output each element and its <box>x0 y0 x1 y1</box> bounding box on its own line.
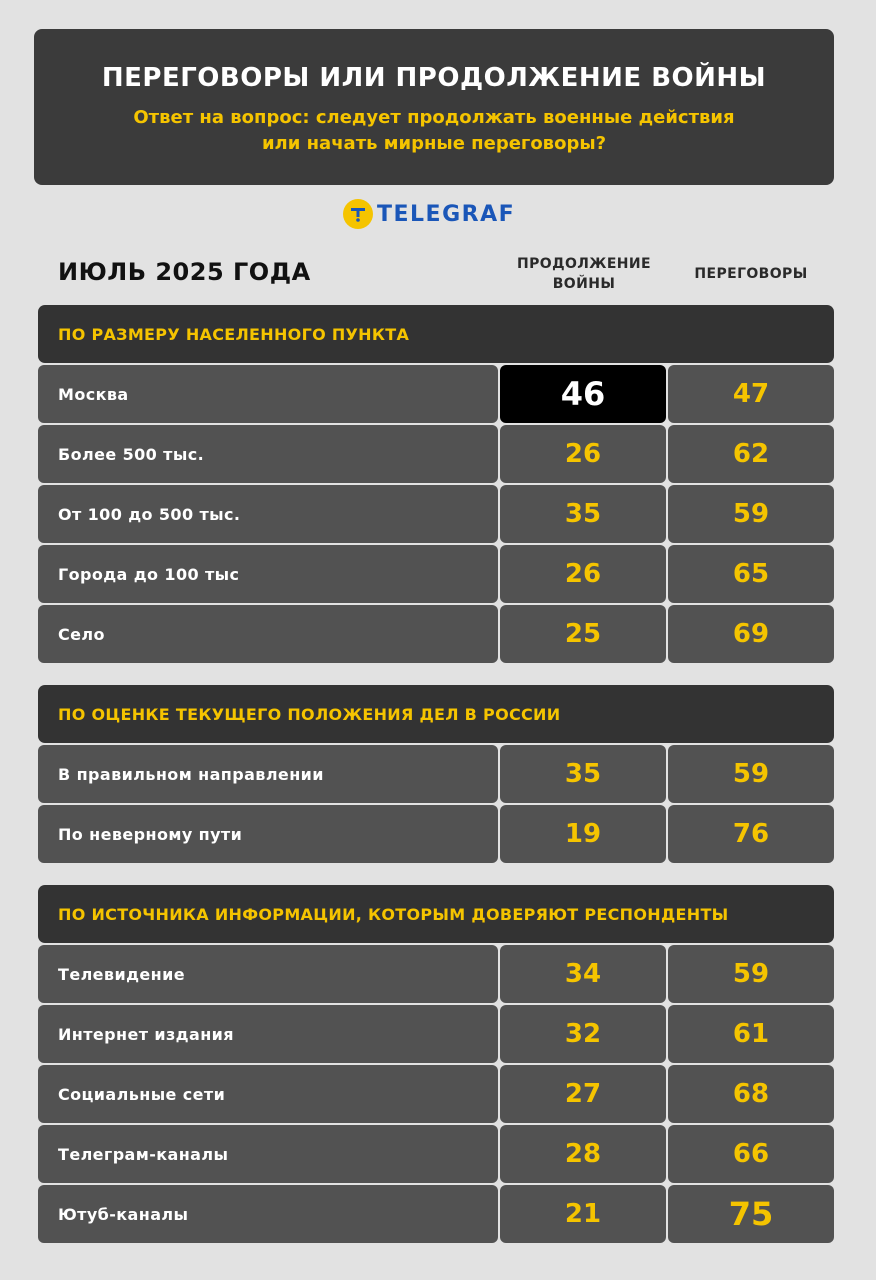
war-value-cell <box>500 545 666 603</box>
table-row <box>38 365 834 423</box>
talks-value-cell <box>668 485 834 543</box>
talks-value-cell <box>668 805 834 863</box>
column-header-talks: ПЕРЕГОВОРЫ <box>694 266 808 282</box>
talks-value-cell <box>668 1065 834 1123</box>
page-subtitle <box>34 105 834 157</box>
war-value-cell <box>500 485 666 543</box>
row-label: Социальные сети <box>38 1065 498 1123</box>
war-value-cell <box>500 365 666 423</box>
talks-value-cell <box>668 425 834 483</box>
section-header: ПО ОЦЕНКЕ ТЕКУЩЕГО ПОЛОЖЕНИЯ ДЕЛ В РОССИИ <box>38 685 834 743</box>
row-label: Село <box>38 605 498 663</box>
section-header: ПО ИСТОЧНИКА ИНФОРМАЦИИ, КОТОРЫМ ДОВЕРЯЮТ РЕСПОНДЕНТЫ <box>38 885 834 943</box>
section-header: ПО РАЗМЕРУ НАСЕЛЕННОГО ПУНКТА <box>38 305 834 363</box>
row-label: Города до 100 тыс <box>38 545 498 603</box>
war-value: 35 <box>564 759 602 789</box>
table-row <box>38 1005 834 1063</box>
talks-value-cell <box>668 1125 834 1183</box>
table-row <box>38 745 834 803</box>
war-value: 26 <box>564 559 602 589</box>
table-row <box>38 545 834 603</box>
row-label: От 100 до 500 тыс. <box>38 485 498 543</box>
table-row <box>38 485 834 543</box>
page-title: ПЕРЕГОВОРЫ ИЛИ ПРОДОЛЖЕНИЕ ВОЙНЫ <box>101 63 767 93</box>
talks-value: 69 <box>732 619 770 649</box>
war-value: 32 <box>564 1019 602 1049</box>
talks-value-cell <box>668 1185 834 1243</box>
war-value-cell <box>500 1185 666 1243</box>
war-value-cell <box>500 425 666 483</box>
war-value-cell <box>500 1005 666 1063</box>
talks-value: 59 <box>732 499 770 529</box>
war-value-cell <box>500 945 666 1003</box>
table-row <box>38 805 834 863</box>
war-value: 35 <box>564 499 602 529</box>
table-row <box>38 1185 834 1243</box>
row-label: Телевидение <box>38 945 498 1003</box>
talks-value: 65 <box>732 559 770 589</box>
war-value: 21 <box>564 1199 602 1229</box>
table-row <box>38 425 834 483</box>
telegraf-logo-text: TELEGRAF <box>377 201 516 227</box>
table-row <box>38 1125 834 1183</box>
war-value-cell <box>500 1065 666 1123</box>
talks-value: 66 <box>732 1139 770 1169</box>
talks-value-cell <box>668 1005 834 1063</box>
talks-value-cell <box>668 365 834 423</box>
talks-value: 75 <box>728 1195 774 1233</box>
war-value: 26 <box>564 439 602 469</box>
war-value-cell <box>500 1125 666 1183</box>
war-value: 25 <box>564 619 602 649</box>
column-header-war-line-1: ПРОДОЛЖЕНИЕ <box>517 256 651 272</box>
talks-value: 68 <box>732 1079 770 1109</box>
subtitle-line-1: Ответ на вопрос: следует продолжать военные действия <box>133 107 735 128</box>
row-label: Интернет издания <box>38 1005 498 1063</box>
war-value: 19 <box>564 819 602 849</box>
section-3 <box>38 885 834 1243</box>
table-row <box>38 605 834 663</box>
period-label: ИЮЛЬ 2025 ГОДА <box>58 258 311 286</box>
section-1 <box>38 305 834 663</box>
telegraf-logo-icon <box>343 199 373 229</box>
row-label: В правильном направлении <box>38 745 498 803</box>
war-value-cell <box>500 605 666 663</box>
column-header-war <box>500 254 668 294</box>
talks-value: 62 <box>732 439 770 469</box>
table-row <box>38 945 834 1003</box>
talks-value: 61 <box>732 1019 770 1049</box>
row-label: Телеграм-каналы <box>38 1125 498 1183</box>
section-2 <box>38 685 834 863</box>
row-label: По неверному пути <box>38 805 498 863</box>
subtitle-line-2: или начать мирные переговоры? <box>261 133 607 154</box>
talks-value-cell <box>668 745 834 803</box>
war-value: 27 <box>564 1079 602 1109</box>
talks-value: 59 <box>732 759 770 789</box>
row-label: Москва <box>38 365 498 423</box>
telegraf-logo <box>343 198 515 230</box>
column-header-war-line-2: ВОЙНЫ <box>552 276 616 292</box>
table-row <box>38 1065 834 1123</box>
talks-value-cell <box>668 945 834 1003</box>
war-value: 34 <box>564 959 602 989</box>
talks-value-cell <box>668 545 834 603</box>
row-label: Ютуб-каналы <box>38 1185 498 1243</box>
war-value: 46 <box>560 375 606 413</box>
war-value-cell <box>500 805 666 863</box>
war-value: 28 <box>564 1139 602 1169</box>
talks-value-cell <box>668 605 834 663</box>
row-label: Более 500 тыс. <box>38 425 498 483</box>
talks-value: 59 <box>732 959 770 989</box>
talks-value: 47 <box>732 379 770 409</box>
war-value-cell <box>500 745 666 803</box>
header-panel <box>34 29 834 185</box>
talks-value: 76 <box>732 819 770 849</box>
